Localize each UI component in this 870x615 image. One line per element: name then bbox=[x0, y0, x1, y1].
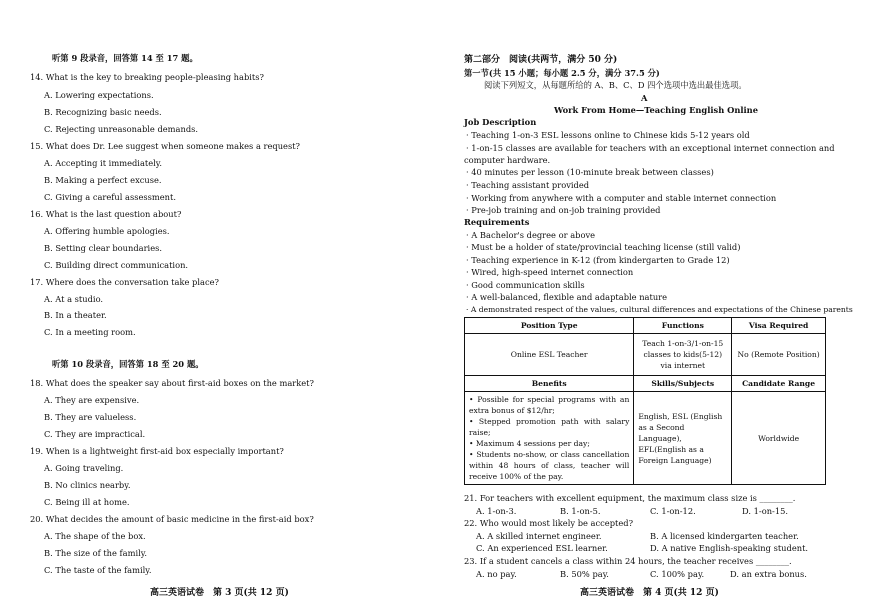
question-14: 14. What is the key to breaking people-pleasing habits? bbox=[30, 72, 264, 82]
section-heading-9: 听第 9 段录音，回答第 14 至 17 题。 bbox=[52, 53, 198, 63]
passage-title: Work From Home—Teaching English Online bbox=[554, 105, 758, 115]
req-item: · A demonstrated respect of the values, cultural differences and expectations of the Chinese parents bbox=[466, 305, 853, 314]
table-header-row bbox=[465, 376, 826, 392]
job-item: · Teaching assistant provided bbox=[466, 180, 590, 190]
benefit-item: • Maximum 4 sessions per day; bbox=[469, 439, 590, 448]
benefit-item: • Stepped promotion path with salary raise; bbox=[469, 417, 630, 437]
question-18: 18. What does the speaker say about first-aid boxes on the market? bbox=[30, 378, 314, 388]
option: C. 100% pay. bbox=[650, 569, 705, 579]
table-header: Functions bbox=[634, 318, 732, 334]
table-cell: Worldwide bbox=[732, 392, 826, 485]
left-page bbox=[0, 0, 430, 615]
req-item: · Must be a holder of state/provincial teaching license (still valid) bbox=[466, 242, 741, 252]
question-21: 21. For teachers with excellent equipment, the maximum class size is ________. bbox=[464, 493, 796, 503]
req-item: · Wired, high-speed internet connection bbox=[466, 267, 634, 277]
option: C. Rejecting unreasonable demands. bbox=[44, 124, 199, 134]
req-item: · Teaching experience in K-12 (from kindergarten to Grade 12) bbox=[466, 255, 730, 265]
job-item: · 40 minutes per lesson (10-minute break between classes) bbox=[466, 167, 714, 177]
option: B. They are valueless. bbox=[44, 412, 137, 422]
option: B. A licensed kindergarten teacher. bbox=[650, 531, 799, 541]
question-16: 16. What is the last question about? bbox=[30, 209, 182, 219]
option: B. Recognizing basic needs. bbox=[44, 107, 162, 117]
job-item: · Teaching 1-on-3 ESL lessons online to Chinese kids 5-12 years old bbox=[466, 130, 750, 140]
option: C. 1-on-12. bbox=[650, 506, 696, 516]
table-header: Skills/Subjects bbox=[634, 376, 732, 392]
question-19: 19. When is a lightweight first-aid box especially important? bbox=[30, 446, 284, 456]
option: C. They are impractical. bbox=[44, 429, 146, 439]
benefit-item: • Students no-show, or class cancellation within 48 hours of class, teacher will receive 100% of the pay. bbox=[469, 450, 630, 481]
part-title: 第二部分 阅读(共两节，满分 50 分) bbox=[464, 55, 618, 65]
job-info-table bbox=[464, 317, 826, 485]
req-item: · A Bachelor's degree or above bbox=[466, 230, 596, 240]
section-heading-10: 听第 10 段录音，回答第 18 至 20 题。 bbox=[52, 359, 204, 369]
option: A. Offering humble apologies. bbox=[44, 226, 170, 236]
option: D. an extra bonus. bbox=[730, 569, 807, 579]
question-23: 23. If a student cancels a class within 24 hours, the teacher receives ________. bbox=[464, 556, 792, 566]
question-17: 17. Where does the conversation take place? bbox=[30, 277, 219, 287]
option: D. A native English-speaking student. bbox=[650, 543, 809, 553]
option: A. The shape of the box. bbox=[44, 531, 146, 541]
page-footer: 高三英语试卷 第 3 页(共 12 页) bbox=[150, 588, 289, 598]
benefit-item: • Possible for special programs with an extra bonus of $12/hr; bbox=[469, 395, 630, 415]
req-item: · Good communication skills bbox=[466, 280, 585, 290]
table-header: Visa Required bbox=[732, 318, 826, 334]
job-item: · 1-on-15 classes are available for teachers with an exceptional internet connection and bbox=[466, 143, 835, 153]
option: B. No clinics nearby. bbox=[44, 480, 131, 490]
job-item: computer hardware. bbox=[464, 155, 551, 165]
option: B. In a theater. bbox=[44, 310, 107, 320]
benefits-cell bbox=[465, 392, 634, 485]
option: C. An experienced ESL learner. bbox=[476, 543, 608, 553]
job-description-heading: Job Description bbox=[464, 117, 537, 127]
option: C. Building direct communication. bbox=[44, 260, 189, 270]
option: A. At a studio. bbox=[44, 294, 104, 304]
table-cell: No (Remote Position) bbox=[732, 334, 826, 376]
option: B. 50% pay. bbox=[560, 569, 609, 579]
page-footer: 高三英语试卷 第 4 页(共 12 页) bbox=[580, 588, 719, 598]
instruction: 阅读下列短文，从每题所给的 A、B、C、D 四个选项中选出最佳选项。 bbox=[484, 80, 747, 90]
table-header-row bbox=[465, 318, 826, 334]
question-20: 20. What decides the amount of basic medicine in the first-aid box? bbox=[30, 514, 314, 524]
section-title: 第一节(共 15 小题；每小题 2.5 分，满分 37.5 分) bbox=[464, 68, 660, 78]
option: B. The size of the family. bbox=[44, 548, 147, 558]
option: C. In a meeting room. bbox=[44, 327, 136, 337]
option: C. The taste of the family. bbox=[44, 565, 152, 575]
req-item: · A well-balanced, flexible and adaptable nature bbox=[466, 292, 668, 302]
option: A. A skilled internet engineer. bbox=[476, 531, 602, 541]
table-cell: Teach 1-on-3/1-on-15 classes to kids(5-12) via internet bbox=[634, 334, 732, 376]
table-row bbox=[465, 392, 826, 485]
job-item: · Pre-job training and on-job training provided bbox=[466, 205, 661, 215]
question-22: 22. Who would most likely be accepted? bbox=[464, 518, 634, 528]
option: C. Giving a careful assessment. bbox=[44, 192, 176, 202]
option: A. They are expensive. bbox=[44, 395, 140, 405]
option: A. Accepting it immediately. bbox=[44, 158, 163, 168]
option: B. 1-on-5. bbox=[560, 506, 601, 516]
table-header: Candidate Range bbox=[732, 376, 826, 392]
option: A. no pay. bbox=[476, 569, 517, 579]
table-header: Benefits bbox=[465, 376, 634, 392]
table-cell: Online ESL Teacher bbox=[465, 334, 634, 376]
job-item: · Working from anywhere with a computer and stable internet connection bbox=[466, 193, 777, 203]
option: B. Making a perfect excuse. bbox=[44, 175, 162, 185]
option: C. Being ill at home. bbox=[44, 497, 130, 507]
option: A. 1-on-3. bbox=[476, 506, 517, 516]
table-cell: English, ESL (English as a Second Language), EFL(English as a Foreign Language) bbox=[634, 392, 732, 485]
option: A. Lowering expectations. bbox=[44, 90, 154, 100]
table-header: Position Type bbox=[465, 318, 634, 334]
option: A. Going traveling. bbox=[44, 463, 124, 473]
passage-letter: A bbox=[641, 93, 648, 103]
option: B. Setting clear boundaries. bbox=[44, 243, 163, 253]
table-row bbox=[465, 334, 826, 376]
option: D. 1-on-15. bbox=[742, 506, 789, 516]
requirements-heading: Requirements bbox=[464, 217, 530, 227]
question-15: 15. What does Dr. Lee suggest when someone makes a request? bbox=[30, 141, 301, 151]
